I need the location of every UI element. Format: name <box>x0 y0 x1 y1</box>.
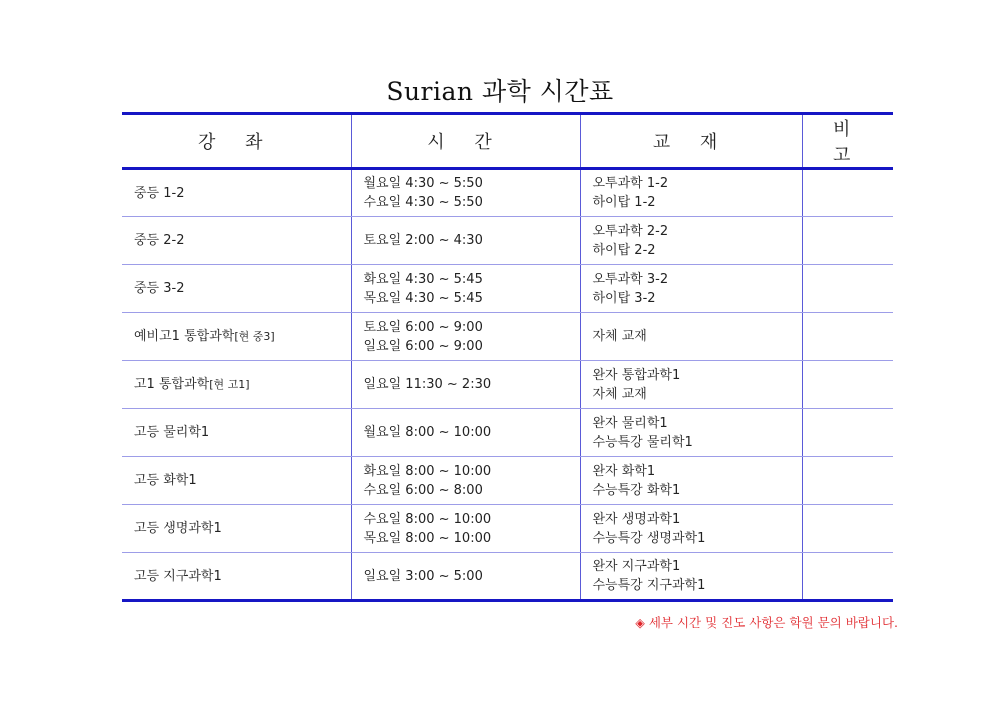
course-cell <box>122 265 351 313</box>
textbook-name: 완자 생명과학1 <box>592 511 681 527</box>
course-name: 중등 1-2 <box>134 185 185 201</box>
textbook-cell <box>580 505 802 553</box>
textbook-name: 완자 화학1 <box>592 463 656 479</box>
time-slot: 일요일 3:00 ~ 5:00 <box>363 568 483 584</box>
remarks-cell <box>802 313 893 361</box>
footnote: ◈ 세부 시간 및 진도 사항은 학원 문의 바랍니다. <box>635 615 898 630</box>
time-slot: 수요일 4:30 ~ 5:50 <box>363 195 483 210</box>
time-slot: 화요일 4:30 ~ 5:45 <box>363 271 483 287</box>
time-cell <box>351 553 580 601</box>
table-header-row <box>122 114 893 169</box>
time-cell <box>351 217 580 265</box>
textbook-name: 오투과학 2-2 <box>592 223 669 239</box>
remarks-cell <box>802 553 893 601</box>
textbook-cell <box>580 409 802 457</box>
textbook-name: 오투과학 3-2 <box>592 271 669 287</box>
remarks-cell <box>802 505 893 553</box>
time-cell <box>351 457 580 505</box>
remarks-cell <box>802 265 893 313</box>
course-cell <box>122 361 351 409</box>
textbook-name: 자체 교재 <box>592 329 647 344</box>
textbook-name: 수능특강 물리학1 <box>592 434 693 450</box>
table-row <box>122 169 893 217</box>
table-row <box>122 409 893 457</box>
course-name: 중등 2-2 <box>134 233 185 248</box>
time-slot: 수요일 6:00 ~ 8:00 <box>363 482 483 498</box>
course-name: 고등 지구과학1 <box>134 568 222 584</box>
course-name: 고1 통합과학 <box>134 377 210 392</box>
table-row <box>122 553 893 601</box>
course-name: 고등 생명과학1 <box>134 521 222 536</box>
header-textbook: 교 재 <box>580 114 802 169</box>
time-cell <box>351 409 580 457</box>
page-title: Surian 과학 시간표 <box>386 77 614 106</box>
textbook-name: 하이탑 1-2 <box>592 195 656 210</box>
textbook-cell <box>580 553 802 601</box>
remarks-cell <box>802 361 893 409</box>
textbook-cell <box>580 457 802 505</box>
table-row <box>122 265 893 313</box>
header-note: 비 고 <box>802 114 893 169</box>
time-slot: 목요일 8:00 ~ 10:00 <box>363 530 492 546</box>
course-sub-label: [현 고1] <box>209 378 250 391</box>
table-row <box>122 217 893 265</box>
time-slot: 월요일 8:00 ~ 10:00 <box>363 425 492 440</box>
time-slot: 목요일 4:30 ~ 5:45 <box>363 290 483 306</box>
course-name: 예비고1 통합과학 <box>134 329 235 344</box>
textbook-cell <box>580 265 802 313</box>
time-slot: 수요일 8:00 ~ 10:00 <box>363 511 492 527</box>
course-sub-label: [현 중3] <box>234 330 275 343</box>
textbook-name: 수능특강 생명과학1 <box>592 530 706 546</box>
time-slot: 월요일 4:30 ~ 5:50 <box>363 176 483 191</box>
textbook-name: 하이탑 2-2 <box>592 242 656 258</box>
time-slot: 토요일 6:00 ~ 9:00 <box>363 319 483 335</box>
time-cell <box>351 169 580 217</box>
header-course: 강 좌 <box>122 114 351 169</box>
remarks-cell <box>802 169 893 217</box>
textbook-name: 완자 지구과학1 <box>592 559 681 574</box>
table-row <box>122 313 893 361</box>
header-time: 시 간 <box>351 114 580 169</box>
time-slot: 일요일 11:30 ~ 2:30 <box>363 377 492 392</box>
textbook-name: 완자 통합과학1 <box>592 367 681 383</box>
course-cell <box>122 505 351 553</box>
course-name: 고등 화학1 <box>134 473 197 488</box>
time-cell <box>351 265 580 313</box>
textbook-cell <box>580 217 802 265</box>
course-name: 중등 3-2 <box>134 281 185 296</box>
course-cell <box>122 169 351 217</box>
course-cell <box>122 409 351 457</box>
time-slot: 일요일 6:00 ~ 9:00 <box>363 338 483 354</box>
table-row <box>122 457 893 505</box>
textbook-name: 수능특강 화학1 <box>592 482 681 498</box>
textbook-name: 자체 교재 <box>592 386 647 402</box>
table-row <box>122 361 893 409</box>
remarks-cell <box>802 409 893 457</box>
course-cell <box>122 217 351 265</box>
remarks-cell <box>802 217 893 265</box>
time-cell <box>351 313 580 361</box>
time-slot: 토요일 2:00 ~ 4:30 <box>363 233 483 248</box>
schedule-table <box>122 112 893 602</box>
course-cell <box>122 553 351 601</box>
textbook-cell <box>580 313 802 361</box>
remarks-cell <box>802 457 893 505</box>
textbook-name: 오투과학 1-2 <box>592 176 669 191</box>
textbook-name: 수능특강 지구과학1 <box>592 578 706 593</box>
course-cell <box>122 313 351 361</box>
textbook-cell <box>580 361 802 409</box>
course-name: 고등 물리학1 <box>134 425 210 440</box>
time-cell <box>351 361 580 409</box>
table-row <box>122 505 893 553</box>
course-cell <box>122 457 351 505</box>
time-cell <box>351 505 580 553</box>
textbook-cell <box>580 169 802 217</box>
textbook-name: 완자 물리학1 <box>592 415 668 431</box>
textbook-name: 하이탑 3-2 <box>592 290 656 306</box>
time-slot: 화요일 8:00 ~ 10:00 <box>363 463 492 479</box>
